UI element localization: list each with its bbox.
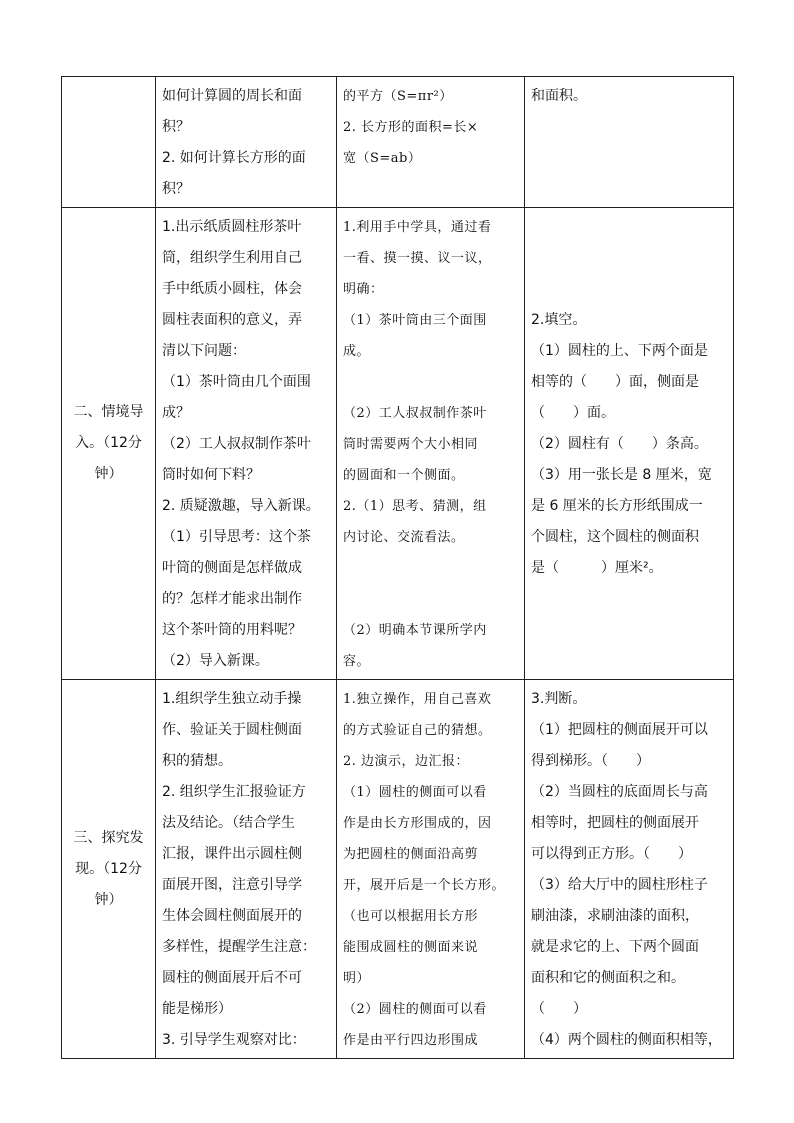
- text-line: 作、验证关于圆柱侧面: [162, 722, 302, 738]
- student-activity-cell: [337, 680, 525, 1059]
- text-line: 可以得到正方形。（ ）: [531, 846, 692, 862]
- spacer: [343, 367, 520, 398]
- text-line: （1）引导思考：这个茶: [162, 529, 311, 545]
- text-line: 2. 边演示，边汇报：: [343, 754, 470, 769]
- text-line: 这个茶叶筒的用料呢？: [162, 622, 302, 638]
- text-line: 作是由长方形围成的，因: [343, 816, 492, 831]
- exercise-cell: [525, 77, 734, 208]
- text-line: 积的猜想。: [162, 753, 232, 769]
- stage-cell: [62, 208, 156, 680]
- text-line: 个圆柱，这个圆柱的侧面积: [531, 529, 699, 545]
- text-line: 2. 组织学生汇报验证方: [162, 784, 306, 800]
- text-line: 生体会圆柱侧面展开的: [162, 908, 302, 924]
- text-line: （1）圆柱的侧面可以看: [343, 785, 487, 800]
- text-line: 的平方（S=πr²）: [343, 89, 453, 104]
- text-line: 和面积。: [531, 88, 587, 104]
- text-line: 刷油漆，求刷油漆的面积，: [531, 908, 699, 924]
- text-line: 得到梯形。（ ）: [531, 753, 650, 769]
- text-line: （2）导入新课。: [162, 653, 269, 669]
- text-line: 1.出示纸质圆柱形茶叶: [162, 219, 302, 235]
- text-line: 2.填空。: [531, 312, 587, 328]
- text-line: 清以下问题：: [162, 343, 246, 359]
- text-line: 2. 如何计算长方形的面: [162, 150, 306, 166]
- exercise-cell: [525, 680, 734, 1059]
- text-line: 就是求它的上、下两个圆面: [531, 939, 699, 955]
- text-line: 的方式验证自己的猜想。: [343, 723, 492, 738]
- stage-cell: [62, 77, 156, 208]
- text-line: 3.判断。: [531, 691, 587, 707]
- text-line: 2. 质疑激趣，导入新课。: [162, 498, 320, 514]
- text-line: （1）茶叶筒由三个面围: [343, 313, 487, 328]
- text-line: 1.独立操作，用自己喜欢: [343, 692, 492, 707]
- text-line: 内讨论、交流看法。: [343, 530, 465, 545]
- text-line: 1.利用手中学具，通过看: [343, 220, 492, 235]
- text-line: （2）工人叔叔制作茶叶: [162, 436, 311, 452]
- text-line: （2）工人叔叔制作茶叶: [343, 406, 487, 421]
- student-activity-cell: [337, 77, 525, 208]
- text-line: 作是由平行四边形围成: [343, 1033, 479, 1048]
- text-line: 为把圆柱的侧面沿高剪: [343, 847, 479, 862]
- text-line: （4）两个圆柱的侧面积相等，: [531, 1032, 722, 1048]
- text-line: （ ）: [531, 1001, 587, 1017]
- text-line: 叶筒的侧面是怎样做成: [162, 560, 302, 576]
- text-line: 圆柱表面积的意义，弄: [162, 312, 302, 328]
- lesson-plan-table: [61, 76, 734, 1059]
- stage-label: 三、探究发现。（12分钟）: [73, 829, 144, 908]
- text-line: （3）用一张长是 8 厘米，宽: [531, 467, 712, 483]
- text-line: 筒时需要两个大小相同: [343, 437, 479, 452]
- text-line: 手中纸质小圆柱，体会: [162, 281, 302, 297]
- text-line: 相等时，把圆柱的侧面展开: [531, 815, 699, 831]
- teacher-activity-cell: [156, 208, 337, 680]
- text-line: 2.（1）思考、猜测，组: [343, 499, 487, 514]
- text-line: 积？: [162, 119, 190, 135]
- table-row: [62, 208, 734, 680]
- text-line: （2）圆柱的侧面可以看: [343, 1002, 487, 1017]
- exercise-cell: [525, 208, 734, 680]
- text-line: 面展开图，注意引导学: [162, 877, 302, 893]
- text-line: （1）圆柱的上、下两个面是: [531, 343, 708, 359]
- text-line: 明）: [343, 971, 371, 986]
- student-activity-cell: [337, 208, 525, 680]
- text-line: 明确：: [343, 282, 384, 297]
- stage-label: 二、情境导入。（12分钟）: [73, 404, 144, 482]
- text-line: （1）把圆柱的侧面展开可以: [531, 722, 708, 738]
- text-line: 面积和它的侧面积之和。: [531, 970, 685, 986]
- text-line: 的？怎样才能求出制作: [162, 591, 302, 607]
- text-line: （2）当圆柱的底面周长与高: [531, 784, 708, 800]
- text-line: 圆柱的侧面展开后不可: [162, 970, 302, 986]
- text-line: 筒时如何下料？: [162, 467, 260, 483]
- text-line: 是 6 厘米的长方形纸围成一: [531, 498, 703, 514]
- text-line: 2. 长方形的面积=长×: [343, 120, 479, 135]
- text-line: 一看、摸一摸、议一议，: [343, 251, 492, 266]
- text-line: 积？: [162, 181, 190, 197]
- text-line: （2）明确本节课所学内: [343, 623, 487, 638]
- text-line: （ ）面。: [531, 405, 615, 421]
- text-line: 如何计算圆的周长和面: [162, 88, 302, 104]
- text-line: 能围成圆柱的侧面来说: [343, 940, 479, 955]
- text-line: （3）给大厅中的圆柱形柱子: [531, 877, 708, 893]
- spacer: [343, 553, 520, 615]
- text-line: 3. 引导学生观察对比：: [162, 1032, 306, 1048]
- text-line: （1）茶叶筒由几个面围: [162, 374, 311, 390]
- text-line: 能是梯形）: [162, 1001, 232, 1017]
- text-line: 宽（S=ab）: [343, 151, 422, 166]
- text-line: 开，展开后是一个长方形。: [343, 878, 506, 893]
- text-line: 筒，组织学生利用自己: [162, 250, 302, 266]
- text-line: 的圆面和一个侧面。: [343, 468, 465, 483]
- text-line: （2）圆柱有（ ）条高。: [531, 436, 708, 452]
- text-line: （也可以根据用长方形: [343, 909, 479, 924]
- text-line: 法及结论。（结合学生: [162, 815, 295, 831]
- text-line: 成？: [162, 405, 190, 421]
- stage-cell: [62, 680, 156, 1059]
- text-line: 是（ ）厘米²。: [531, 560, 663, 576]
- text-line: 相等的（ ）面，侧面是: [531, 374, 699, 390]
- table-row: [62, 77, 734, 208]
- text-line: 成。: [343, 344, 371, 359]
- text-line: 1.组织学生独立动手操: [162, 691, 302, 707]
- table-row: [62, 680, 734, 1059]
- teacher-activity-cell: [156, 77, 337, 208]
- spacer: [531, 212, 729, 305]
- text-line: 多样性，提醒学生注意：: [162, 939, 316, 955]
- text-line: 汇报，课件出示圆柱侧: [162, 846, 302, 862]
- text-line: 容。: [343, 654, 371, 669]
- teacher-activity-cell: [156, 680, 337, 1059]
